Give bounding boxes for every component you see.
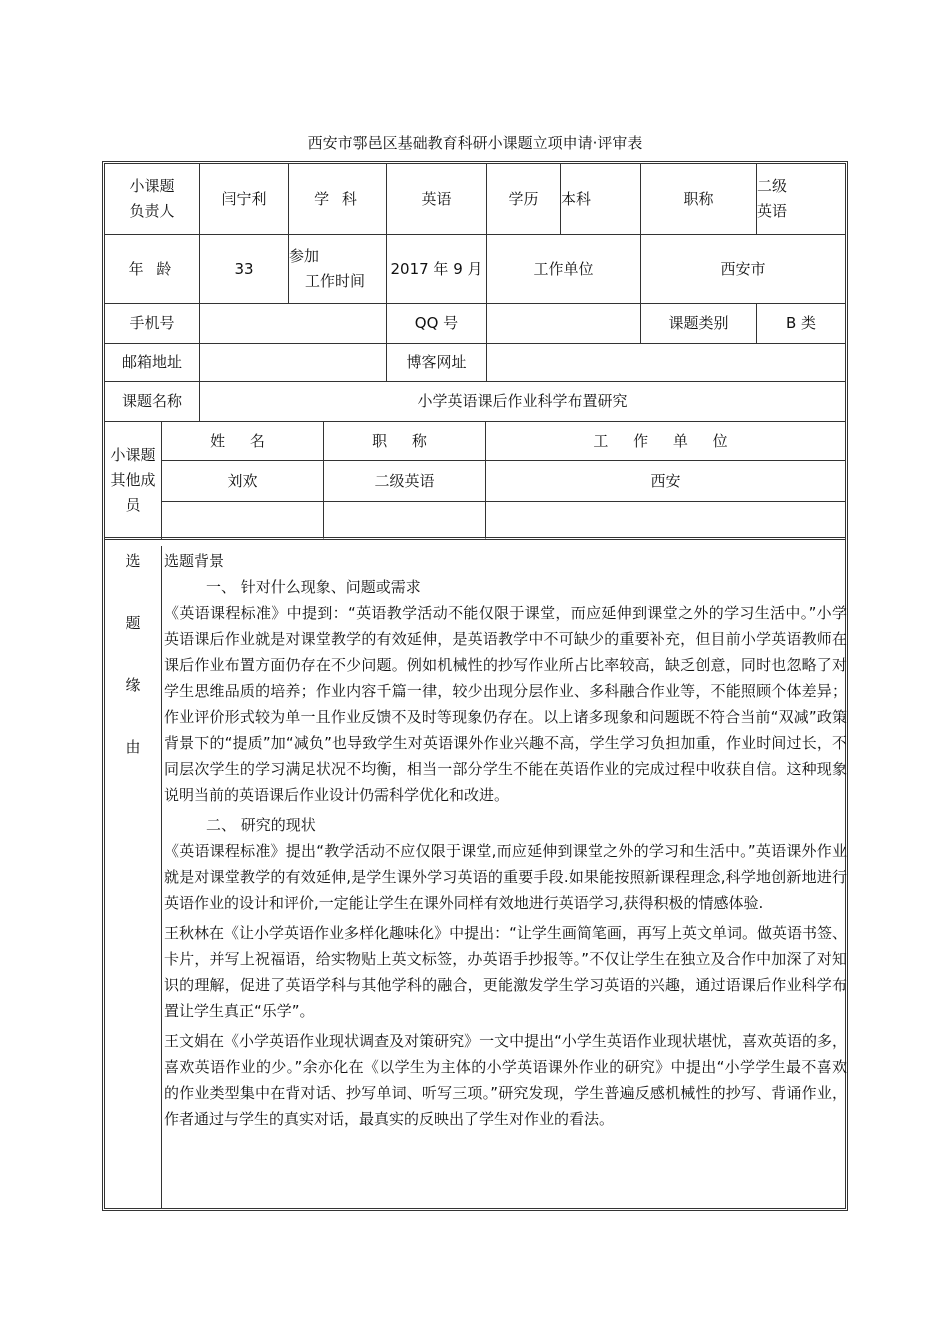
qq-label: QQ 号 (387, 304, 487, 344)
topic-value[interactable]: 小学英语课后作业科学布置研究 (200, 382, 845, 422)
age-label: 年 龄 (105, 235, 200, 304)
subject-value[interactable]: 英语 (387, 164, 487, 235)
email-value[interactable] (200, 344, 387, 382)
education-label: 学历 (487, 164, 561, 235)
members-header-name: 姓 名 (162, 422, 324, 461)
section1-paragraph: 《英语课程标准》中提到：“英语教学活动不能仅限于课堂，而应延伸到课堂之外的学习生活中。”小学英语课后作业就是对课堂教学的有效延伸，是英语教学中不可缺少的重要补充，但目前小学英语教师在课后作业布置方面仍存在不少问题。例如机械性的抄写作业所占比率较高，缺乏创意，同时也忽略了对学生思维品质的培养；作业内容千篇一律，较少出现分层作业、多科融合作业等，不能照顾个体差异；作业评价形式较为单一且作业反馈不及时等现象仍存在。以上诸多现象和问题既不符合当前“双减”政策背景下的“提质”加“减负”也导致学生对英语课外作业兴趣不高，学生学习负担加重，作业时间过长，不同层次学生的学习满足状况不均衡，相当一部分学生不能在英语作业的完成过程中收获自信。这种现象说明当前的英语课后作业设计仍需科学优化和改进。 (164, 604, 847, 804)
phone-value[interactable] (200, 304, 387, 344)
topic-label: 课题名称 (105, 382, 200, 422)
rationale-heading: 选题背景 (164, 552, 225, 570)
qq-value[interactable] (487, 304, 641, 344)
title-value[interactable] (757, 164, 845, 235)
title-label: 职称 (641, 164, 757, 235)
rationale-label (105, 546, 161, 1208)
rationale-label-char1: 选 (125, 552, 141, 570)
member-row1-unit[interactable]: 西安 (486, 461, 845, 502)
members-header-title: 职 称 (324, 422, 486, 461)
section1-title: 一、 针对什么现象、问题或需求 (206, 578, 421, 596)
leader-label (105, 164, 200, 235)
members-header-unit: 工 作 单 位 (486, 422, 845, 461)
unit-label: 工作单位 (487, 235, 641, 304)
application-form (102, 161, 848, 1211)
member-row1-title[interactable]: 二级英语 (324, 461, 486, 502)
section2-paragraph-2: 王秋林在《让小学英语作业多样化趣味化》中提出：“让学生画简笔画，再写上英文单词。做英语书签、卡片，并写上祝福语，给实物贴上英文标签，办英语手抄报等。”不仅让学生在独立及合作中加深了对知识的理解，促进了英语学科与其他学科的融合，更能激发学生学习英语的兴趣，通过语课后作业科学布置让学生真正“乐学”。 (164, 924, 847, 1020)
work-start-label-line2: 工作时间 (305, 272, 366, 290)
section2-paragraph-1: 《英语课程标准》提出“教学活动不应仅限于课堂,而应延伸到课堂之外的学习和生活中。”英语课外作业就是对课堂教学的有效延伸,是学生课外学习英语的重要手段.如果能按照新课程理念,科学地创新地进行英语作业的设计和评价,一定能让学生在课外同样有效地进行英语学习,获得积极的情感体验. (164, 842, 847, 912)
leader-label-line1: 小课题 (129, 177, 175, 195)
work-start-label-line1: 参加 (289, 247, 320, 265)
member-row2-title[interactable] (324, 502, 486, 540)
blog-label: 博客网址 (387, 344, 487, 382)
member-row1-name[interactable]: 刘欢 (162, 461, 324, 502)
category-value[interactable]: B 类 (757, 304, 845, 344)
rationale-content[interactable] (161, 546, 847, 1208)
leader-name[interactable]: 闫宁利 (200, 164, 289, 235)
members-divider (105, 537, 162, 540)
subject-label: 学 科 (289, 164, 387, 235)
member-row2-name[interactable] (162, 502, 324, 540)
age-value[interactable]: 33 (200, 235, 289, 304)
category-label: 课题类别 (641, 304, 757, 344)
title-value-line1: 二级 (757, 177, 788, 195)
title-value-line2: 英语 (757, 202, 788, 220)
phone-label: 手机号 (105, 304, 200, 344)
section2-title: 二、 研究的现状 (206, 816, 316, 834)
rationale-label-char3: 缘 (125, 676, 141, 694)
members-label: 小课题其他成员 (105, 422, 162, 540)
member-row2-unit[interactable] (486, 502, 845, 540)
unit-value[interactable]: 西安市 (641, 235, 845, 304)
blog-value[interactable] (487, 344, 845, 382)
rationale-label-char2: 题 (125, 614, 141, 632)
page-title: 西安市鄠邑区基础教育科研小课题立项申请·评审表 (307, 134, 643, 152)
leader-label-line2: 负责人 (129, 202, 175, 220)
education-value[interactable]: 本科 (561, 164, 641, 235)
work-start-value[interactable]: 2017 年 9 月 (387, 235, 487, 304)
section2-paragraph-3: 王文娟在《小学英语作业现状调查及对策研究》一文中提出“小学生英语作业现状堪忧，喜欢英语的多，喜欢英语作业的少。”余亦化在《以学生为主体的小学英语课外作业的研究》中提出“小学学生最不喜欢的作业类型集中在背对话、抄写单词、听写三项。”研究发现，学生普遍反感机械性的抄写、背诵作业，作者通过与学生的真实对话，最真实的反映出了学生对作业的看法。 (164, 1032, 847, 1128)
email-label: 邮箱地址 (105, 344, 200, 382)
work-start-label (289, 235, 387, 304)
rationale-label-char4: 由 (125, 738, 141, 756)
